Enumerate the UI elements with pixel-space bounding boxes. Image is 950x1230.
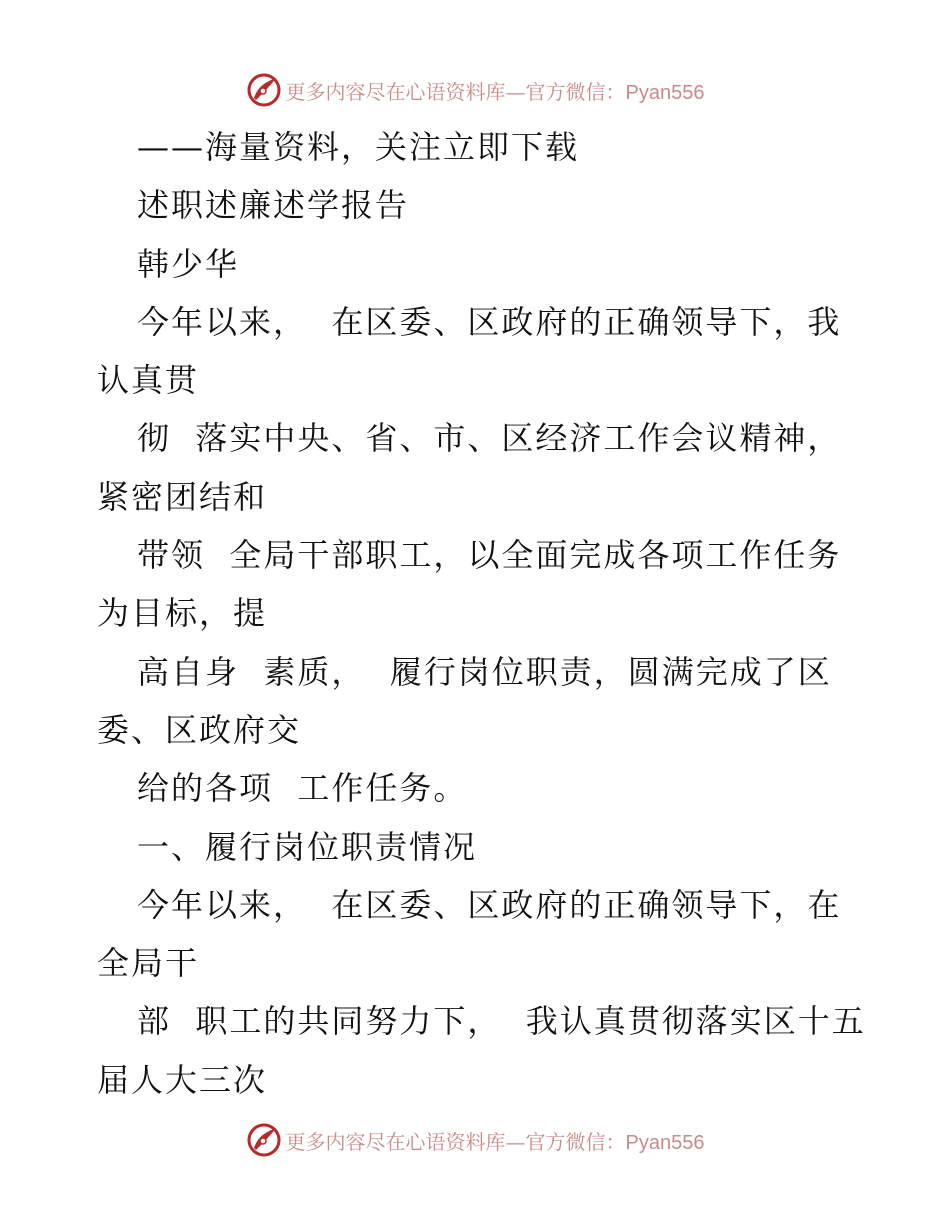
header-banner-text: 更多内容尽在心语资料库—官方微信：Pyan556 [285,79,705,104]
footer-watermark-banner [0,1120,950,1160]
body-line: 紧密团结和 [97,477,268,516]
footer-wechat-id: Pyan556 [625,1131,705,1154]
section-heading: 一、履行岗位职责情况 [137,827,478,866]
document-title: 述职述廉述学报告 [137,186,410,225]
body-line: 为目标，提 [97,594,268,633]
author-name: 韩少华 [137,244,240,283]
body-line: 带领 全局干部职工，以全面完成各项工作任务 [137,536,842,575]
brand-logo-icon [246,1122,282,1158]
body-line: 给的各项 工作任务。 [137,769,468,808]
body-line: 彻 落实中央、省、市、区经济工作会议精神， [137,419,842,458]
header-wechat-id: Pyan556 [625,81,705,104]
body-line: 委、区政府交 [97,710,302,749]
header-watermark-banner [0,70,950,110]
body-line: 认真贯 [97,361,200,400]
body-line: 今年以来， 在区委、区政府的正确领导下，我 [137,302,842,341]
footer-banner-text: 更多内容尽在心语资料库—官方微信：Pyan556 [285,1129,705,1154]
body-line: 全局干 [97,944,200,983]
body-line: 今年以来， 在区委、区政府的正确领导下，在 [137,885,842,924]
body-line: 高自身 素质， 履行岗位职责，圆满完成了区 [137,652,832,691]
document-body [97,118,866,1109]
body-line: ——海量资料，关注立即下载 [137,128,580,166]
brand-logo-icon [246,72,282,108]
body-line: 部 职工的共同努力下， 我认真贯彻落实区十五 [137,1002,866,1041]
body-line: 届人大三次 [97,1060,268,1099]
